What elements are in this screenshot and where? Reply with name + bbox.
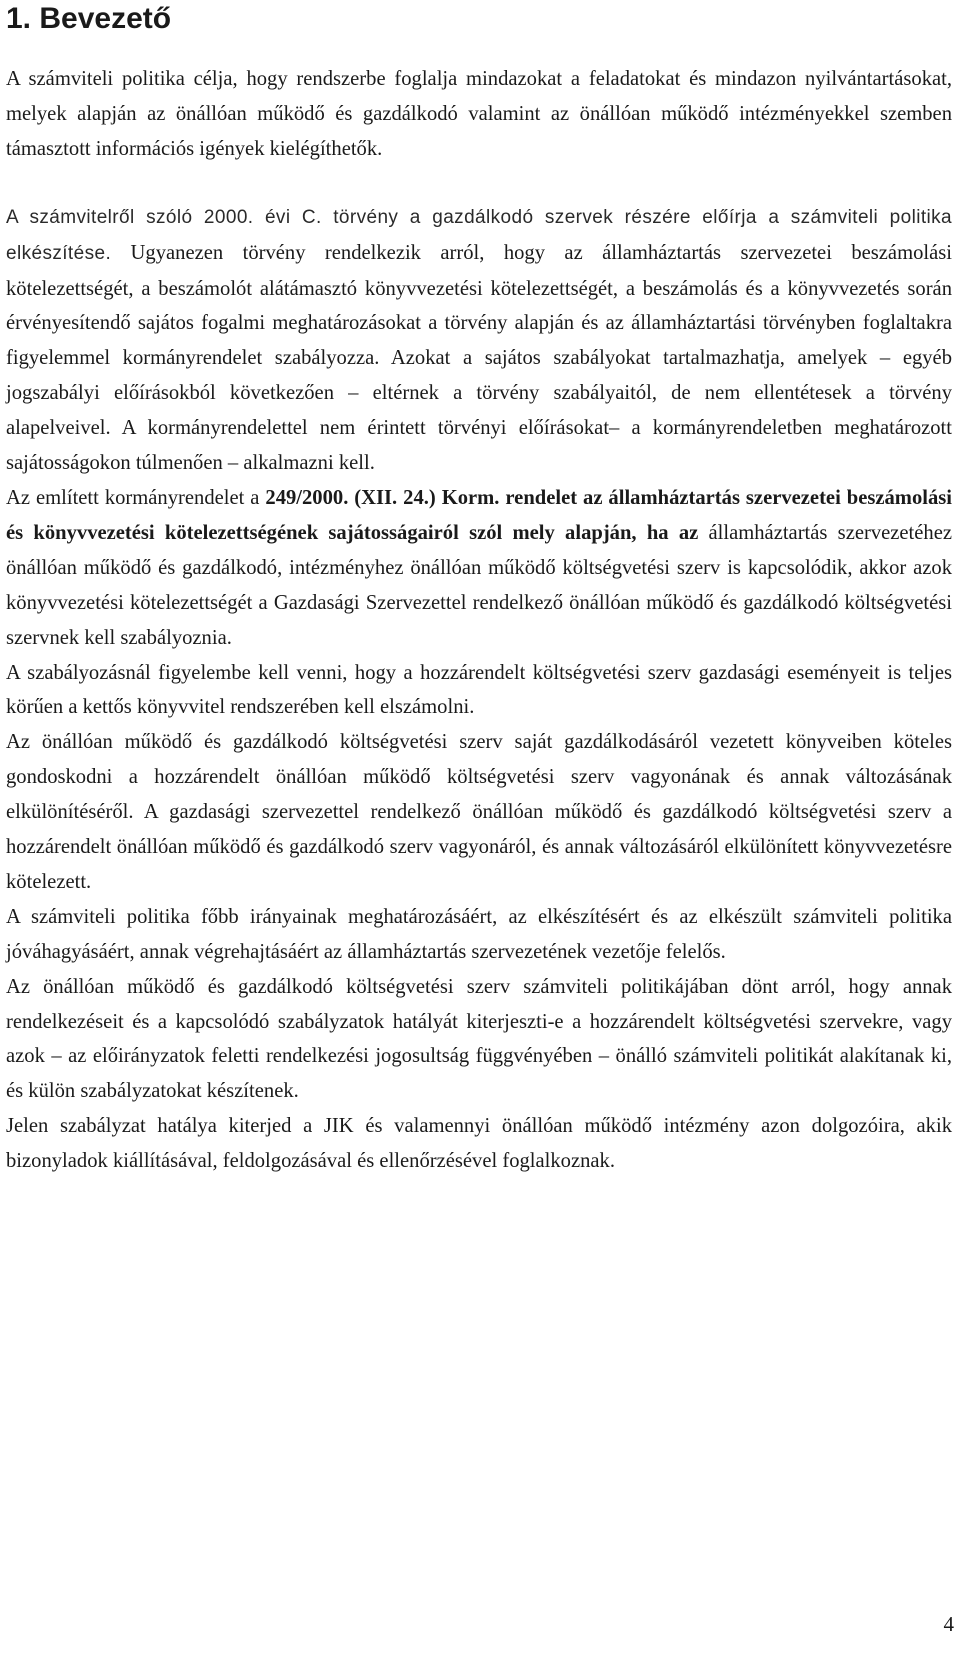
- decree-post-text: államháztartás szervezetéhez önállóan működő és gazdálkodó, intézményhez önállóan működő költségvetési szerv is kapcsolódik, akkor azok könyvvezetési kötelezettségét a Gazdasági Szervezettel rendelkező önállóan működő és gazdálkodó költségvetési szervnek kell szabályoznia.: [6, 521, 952, 649]
- paragraph-scope: Jelen szabályzat hatálya kiterjed a JIK és valamennyi önállóan működő intézmény azon dolgozóira, akik bizonyladok kiállításával, feldolgozásával és ellenőrzésével foglalkoznak.: [6, 1115, 952, 1173]
- paragraph-responsibility: A számviteli politika főbb irányainak meghatározásáért, az elkészítésért és az elkészült számviteli politika jóváhagyásáért, annak végrehajtásáért az államháztartás szervezetének vezetője felelős.: [6, 905, 952, 963]
- section-heading: 1. Bevezető: [6, 2, 172, 35]
- paragraph-decree: [6, 481, 952, 656]
- page-number: 4: [943, 1612, 954, 1636]
- paragraph-regulation: A szabályozásnál figyelembe kell venni, hogy a hozzárendelt költségvetési szerv gazdasági eseményeit is teljes körűen a kettős könyvvitel rendszerében kell elszámolni.: [6, 661, 952, 719]
- paragraph-purpose: A számviteli politika célja, hogy rendszerbe foglalja mindazokat a feladatokat és mindazon nyilvántartásokat, melyek alapján az önállóan működő és gazdálkodó valamint az önállóan működő intézményekkel szemben támasztott információs igények kielégíthetők.: [6, 68, 952, 160]
- paragraph-bookkeeping: Az önállóan működő és gazdálkodó költségvetési szerv saját gazdálkodásáról vezetett könyveiben köteles gondoskodni a hozzárendelt önállóan működő költségvetési szerv vagyonának és annak változásának elkülönítéséről. A gazdasági szervezettel rendelkező önállóan működő és gazdálkodó költségvetési szerv a hozzárendelt önállóan működő és gazdálkodó szerv vagyonáról, és annak változásáról elkülönített könyvvezetésre kötelezett.: [6, 731, 952, 893]
- document-page: [6, 0, 952, 1179]
- paragraph-extension: Az önállóan működő és gazdálkodó költségvetési szerv számviteli politikájában dönt arról, hogy annak rendelkezéseit és a kapcsolódó szabályzatok hatályát kiterjeszti-e a hozzárendelt költségvetési szervekre, vagy azok – az előirányzatok feletti rendelkezési jogosultság függvényében – önálló számviteli politikát alakítanak ki, és külön szabályzatokat készítenek.: [6, 975, 952, 1103]
- paragraph-law: [6, 200, 952, 481]
- decree-pre-text: Az említett kormányrendelet a: [6, 486, 266, 509]
- decree-title-bold: 249/2000. (XII. 24.) Korm. rendelet az államháztartás szervezetei beszámolási és könyvvezetési kötelezettségének sajátosságairól szól mely alapján, ha az: [6, 486, 952, 544]
- law-rest-text: Ugyanezen törvény rendelkezik arról, hogy az államháztartás szervezetei beszámolási kötelezettségét, a beszámolót alátámasztó könyvvezetési kötelezettségét, a beszámolás és a könyvvezetés során érvényesítendő sajátos fogalmi meghatározásokat a törvény alapján és az államháztartási törvényben foglaltakra figyelemmel kormányrendelet szabályozza. Azokat a sajátos szabályokat tartalmazhatja, amelyek – egyéb jogszabályi előírásokból következően – eltérnek a törvény szabályaitól, de nem ellentétesek a törvény alapelveivel. A kormányrendelettel nem érintett törvényi előírásokat– a kormányrendeletben meghatározott sajátosságokon túlmenően – alkalmazni kell.: [6, 241, 952, 475]
- law-intro-text: A számvitelről szóló 2000. évi C. törvény a gazdálkodó szervek részére előírja a számviteli politika elkészítése.: [6, 206, 952, 264]
